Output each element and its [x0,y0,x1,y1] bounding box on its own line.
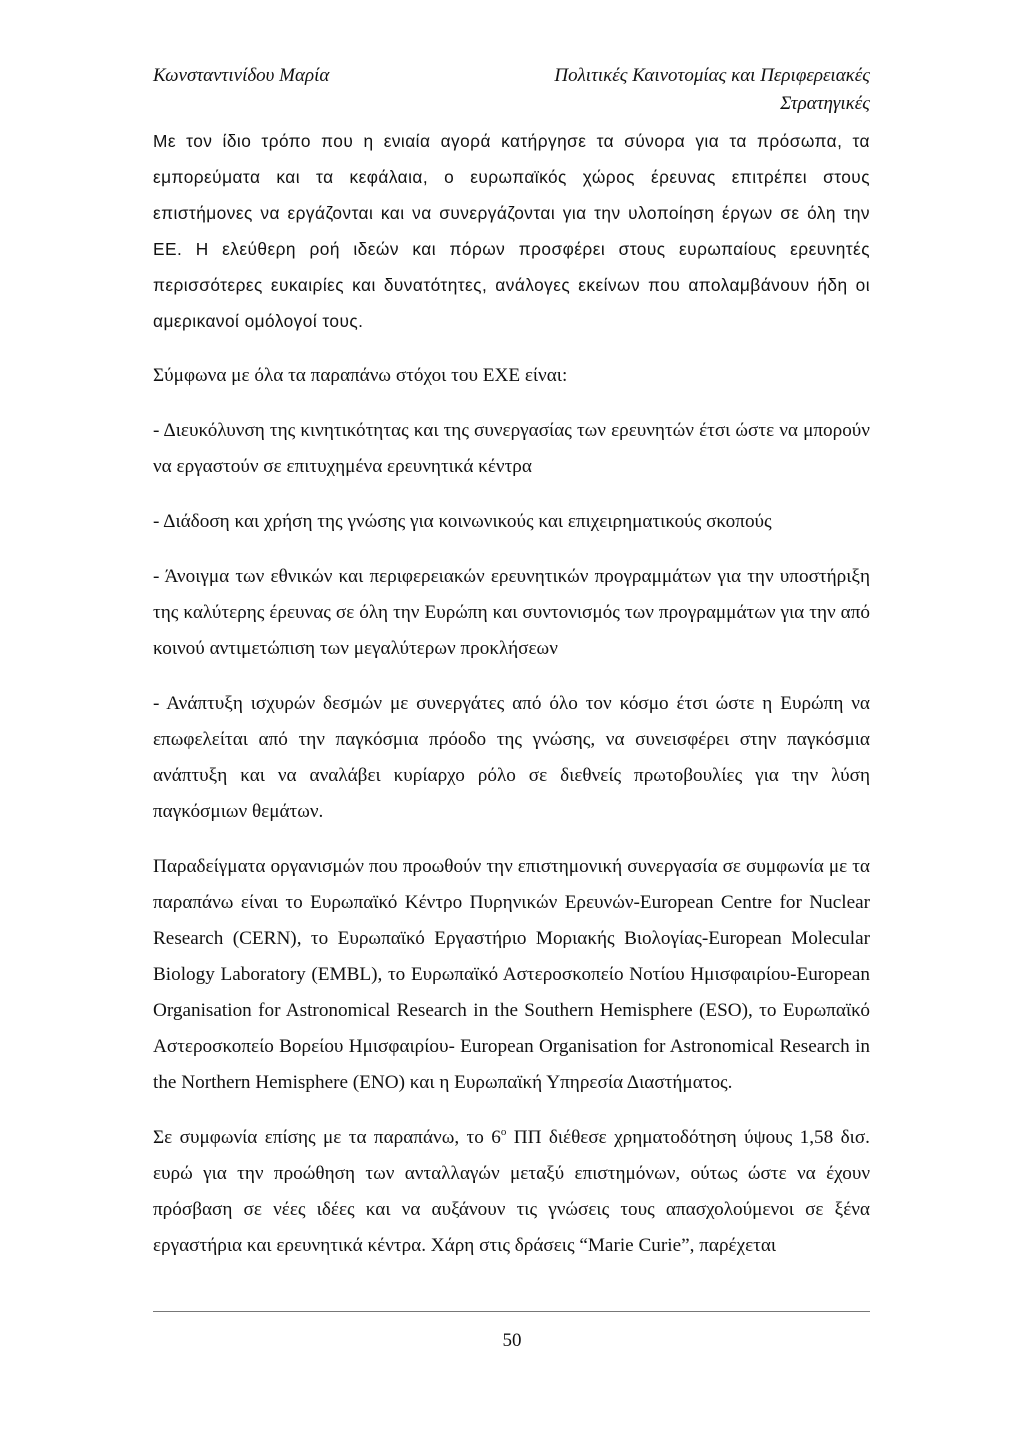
paragraph-organisations: Παραδείγματα οργανισμών που προωθούν την επιστημονική συνεργασία σε συμφωνία με τα παραπάνω είναι το Ευρωπαϊκό Κέντρο Πυρηνικών Ερευνών-European Centre for Nuclear Research (CERN), το Ευρωπαϊκό Εργαστήριο Μοριακής Βιολογίας-European Molecular Biology Laboratory (EMBL), το Ευρωπαϊκό Αστεροσκοπείο Νοτίου Ημισφαιρίου-European Organisation for Astronomical Research in the Southern Hemisphere (ESO), το Ευρωπαϊκό Αστεροσκοπείο Βορείου Ημισφαιρίου- European Organisation for Astronomical Research in the Northern Hemisphere (ENO) και η Ευρωπαϊκή Υπηρεσία Διαστήματος. [153,856,870,1093]
header-title-line2: Στρατηγικές [780,93,870,114]
list-item-programme-opening: - Άνοιγμα των εθνικών και περιφερειακών ερευνητικών προγραμμάτων για την υποστήριξη της καλύτερης έρευνας σε όλη την Ευρώπη και συντονισμός των προγραμμάτων για την από κοινού αντιμετώπιση των μεγαλύτερων προκλήσεων [153,566,870,659]
page-number: 50 [502,1330,522,1351]
header-title [510,62,870,118]
funding-text-end: ΠΠ διέθεσε χρηματοδότηση ύψους 1,58 δισ. ευρώ για την προώθηση των ανταλλαγών μεταξύ επιστημόνων, ούτως ώστε να έχουν πρόσβαση σε νέες ιδέες και να αυξάνουν τις γνώσεις τους απασχολούμενοι σε ξένα εργαστήρια και ερευνητικά κέντρα. Χάρη στις δράσεις “Marie Curie”, παρέχεται [153,1127,870,1256]
page-body [153,123,870,1283]
header-author: Κωνσταντινίδου Μαρία [153,65,330,86]
list-item-international-links: - Ανάπτυξη ισχυρών δεσμών με συνεργάτες από όλο τον κόσμο έτσι ώστε η Ευρώπη να επωφελείται από την παγκόσμια πρόοδο της γνώσης, να συνεισφέρει στην παγκόσμια ανάπτυξη και να αναλάβει κυρίαρχο ρόλο σε διεθνείς πρωτοβουλίες για την λύση παγκόσμιων θεμάτων. [153,693,870,822]
footer-rule [153,1311,870,1312]
list-item-knowledge-diffusion: - Διάδοση και χρήση της γνώσης για κοινωνικούς και επιχειρηματικούς σκοπούς [153,511,772,532]
header-title-line1: Πολιτικές Καινοτομίας και Περιφερειακές [554,65,870,86]
paragraph-era-goals-intro: Σύμφωνα με όλα τα παραπάνω στόχοι του ΕΧΕ είναι: [153,365,568,386]
ordinal-superscript: ο [500,1126,507,1138]
paragraph-era-mobility: Με τον ίδιο τρόπο που η ενιαία αγορά κατήργησε τα σύνορα για τα πρόσωπα, τα εμπορεύματα και τα κεφάλαια, ο ευρωπαϊκός χώρος έρευνας επιτρέπει στους επιστήμονες να εργάζονται και να συνεργάζονται για την υλοποίηση έργων σε όλη την ΕΕ. Η ελεύθερη ροή ιδεών και πόρων προσφέρει στους ευρωπαίους ερευνητές περισσότερες ευκαιρίες και δυνατότητες, ανάλογες εκείνων που απολαμβάνουν ήδη οι αμερικανοί ομόλογοί τους. [153,131,870,331]
list-item-mobility: - Διευκόλυνση της κινητικότητας και της συνεργασίας των ερευνητών έτσι ώστε να μπορούν να εργαστούν σε επιτυχημένα ερευνητικά κέντρα [153,420,870,477]
funding-text-start: Σε συμφωνία επίσης με τα παραπάνω, το 6 [153,1127,501,1148]
paragraph-funding [153,1120,870,1264]
